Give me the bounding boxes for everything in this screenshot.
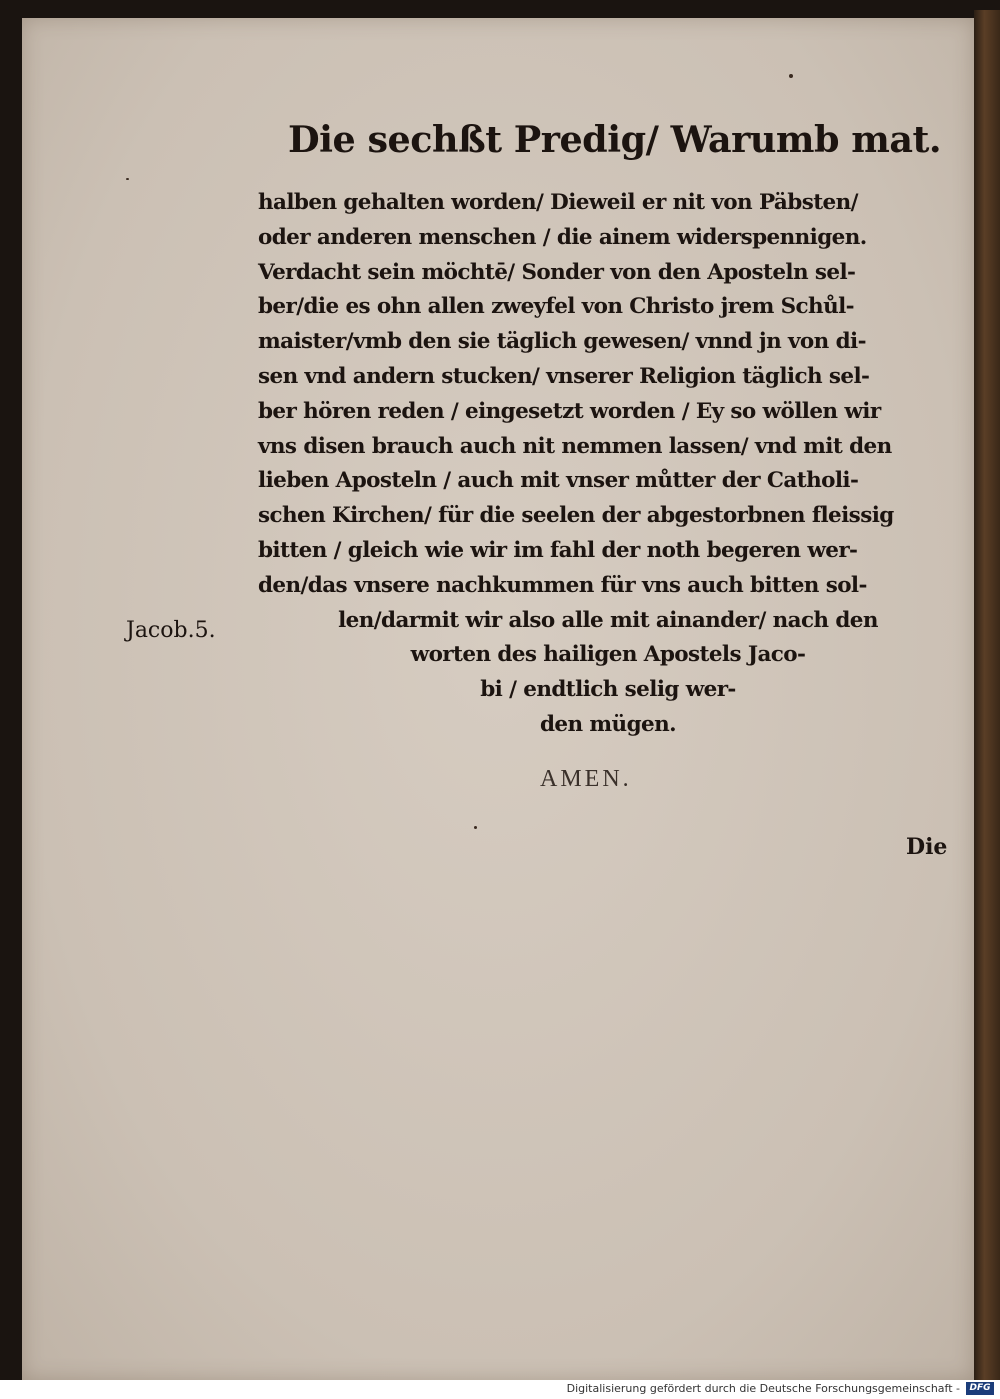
text-line: bitten / gleich wie wir im fahl der noth begeren wer- xyxy=(258,537,858,563)
amen-closing: AMEN. xyxy=(540,766,632,792)
text-line: maister/vmb den sie täglich gewesen/ vnnd jn von di- xyxy=(258,329,866,355)
body-text xyxy=(258,186,958,743)
dfg-logo: DFG xyxy=(966,1382,994,1395)
text-line: den/das vnsere nachkummen für vns auch bitten sol- xyxy=(258,572,867,598)
text-line: schen Kirchen/ für die seelen der abgestorbnen fleissig xyxy=(258,503,894,529)
text-line: Verdacht sein möchtē/ Sonder von den Aposteln sel- xyxy=(258,259,856,285)
footer-credit: Digitalisierung gefördert durch die Deutsche Forschungsgemeinschaft - xyxy=(566,1382,960,1395)
paper-speck xyxy=(126,178,129,180)
text-line: den mügen. xyxy=(539,711,677,737)
page-header: Die sechßt Predig/ Warumb mat. xyxy=(288,118,942,161)
text-line: oder anderen menschen / die ainem widerspennigen. xyxy=(258,224,867,250)
text-line: bi / endtlich selig wer- xyxy=(480,677,736,703)
text-line: worten des hailigen Apostels Jaco- xyxy=(410,642,806,668)
paper-speck xyxy=(789,74,793,78)
text-line: halben gehalten worden/ Dieweil er nit von Päbsten/ xyxy=(258,190,858,215)
text-line: sen vnd andern stucken/ vnserer Religion täglich sel- xyxy=(258,363,870,389)
text-line: vns disen brauch auch nit nemmen lassen/ vnd mit den xyxy=(258,433,892,459)
margin-note: Jacob.5. xyxy=(126,618,216,643)
text-line: lieben Aposteln / auch mit vnser můtter der Catholi- xyxy=(258,468,859,494)
book-edge xyxy=(974,10,1000,1380)
catchword: Die xyxy=(906,834,948,860)
text-line: len/darmit wir also alle mit ainander/ nach den xyxy=(338,607,878,633)
text-line: ber/die es ohn allen zweyfel von Christo jrem Schůl- xyxy=(258,294,854,320)
text-line: ber hören reden / eingesetzt worden / Ey so wöllen wir xyxy=(258,398,881,424)
paper-speck xyxy=(474,826,477,829)
